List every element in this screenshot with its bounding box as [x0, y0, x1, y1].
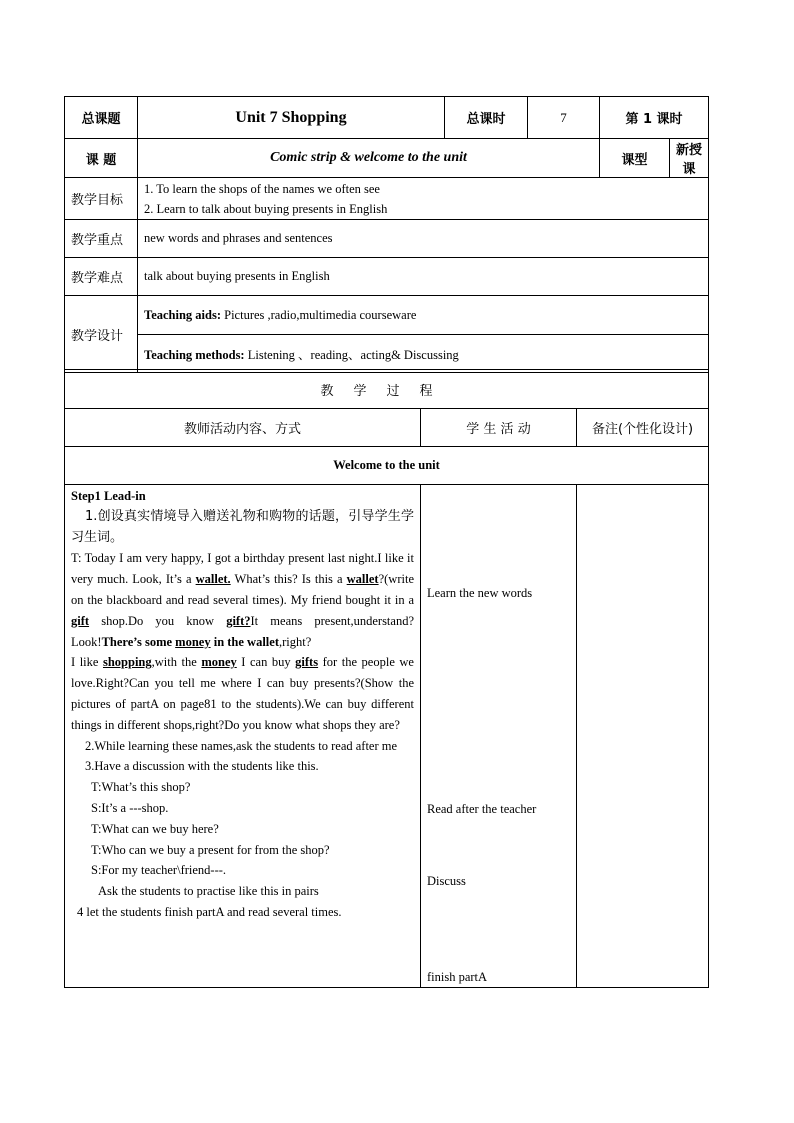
dialogue-line: Ask the students to practise like this in pairs — [98, 884, 319, 899]
step-paragraph-1: 1.创设真实情境导入赠送礼物和购物的话题，引导学生学习生词。 — [71, 508, 414, 545]
teaching-aids-value: Pictures ,radio,multimedia courseware — [221, 307, 417, 322]
vocab-word: shopping — [102, 655, 152, 670]
lesson-type-label: 课型 — [600, 139, 670, 178]
vocab-word: money — [175, 634, 211, 649]
vocab-word: gift? — [226, 613, 251, 628]
step-dialogue-intro: T: Today I am very happy, I got a birthday present last night.I like it very much. Look, It’s a wallet. What’s this? Is this a wallet?(write on the blackboard and read several times). My friend bought it in a gift shop.Do you know gift?It means present,understand?Look!There’s some money in the wallet,right? — [71, 551, 414, 649]
student-column-header: 学 生 活 动 — [421, 409, 577, 447]
vocab-word: gift — [71, 613, 90, 628]
student-note: Discuss — [427, 874, 466, 888]
dialogue-line: S:For my teacher\friend---. — [91, 863, 227, 878]
total-hours-value: 7 — [528, 97, 600, 139]
total-topic-label: 总课题 — [65, 97, 138, 139]
difficulties-value: talk about buying presents in English — [138, 258, 709, 296]
lesson-header-table — [64, 96, 709, 373]
objective-item: 2. Learn to talk about buying presents in English — [144, 201, 388, 216]
vocab-word: gifts — [295, 655, 319, 670]
teaching-aids — [138, 296, 709, 335]
notes-cell — [577, 485, 709, 988]
dialogue-line: T:Who can we buy a present for from the shop? — [91, 842, 330, 857]
vocab-word: wallet. — [195, 572, 231, 587]
student-note: finish partA — [427, 970, 488, 984]
design-label: 教学设计 — [65, 296, 138, 373]
step-dialogue-shopping: I like shopping,with the money I can buy gifts for the people we love.Right?Can you tell me where I can buy presents?(Show the pictures of partA on page81 to the students).We can buy different things in different shops,right?Do you know what shops they are? — [71, 655, 414, 732]
teacher-column-header: 教师活动内容、方式 — [65, 409, 421, 447]
step-paragraph-3: 3.Have a discussion with the students like this. — [85, 759, 319, 774]
lesson-type-value: 新授课 — [670, 139, 709, 178]
step-title: Step1 Lead-in — [71, 489, 146, 503]
lesson-number: 第 1 课时 — [600, 97, 709, 139]
difficulties-label: 教学难点 — [65, 258, 138, 296]
student-activity-cell — [421, 485, 577, 988]
dialogue-line: S:It’s a ---shop. — [91, 800, 169, 815]
teaching-methods — [138, 335, 709, 373]
student-note: Read after the teacher — [427, 802, 537, 816]
topic-label: 课 题 — [65, 139, 138, 178]
objective-item: 1. To learn the shops of the names we often see — [144, 181, 380, 196]
vocab-word: money — [201, 655, 237, 670]
teaching-methods-label: Teaching methods: — [144, 347, 245, 362]
objectives-list — [138, 178, 709, 220]
objectives-label: 教学目标 — [65, 178, 138, 220]
teacher-activity-cell — [65, 485, 421, 988]
process-table — [64, 369, 709, 988]
key-points-value: new words and phrases and sentences — [138, 220, 709, 258]
key-points-label: 教学重点 — [65, 220, 138, 258]
notes-column-header: 备注(个性化设计) — [577, 409, 709, 447]
topic-value: Comic strip & welcome to the unit — [138, 139, 600, 178]
total-hours-label: 总课时 — [445, 97, 528, 139]
teaching-methods-value: Listening 、reading、acting& Discussing — [244, 347, 459, 362]
process-heading: 教学过程 — [65, 370, 709, 409]
step-paragraph-2: 2.While learning these names,ask the students to read after me — [85, 738, 398, 753]
teaching-aids-label: Teaching aids: — [144, 307, 221, 322]
section-title: Welcome to the unit — [65, 447, 709, 485]
step-paragraph-4: 4 let the students finish partA and read several times. — [77, 904, 342, 919]
dialogue-line: T:What’s this shop? — [91, 780, 191, 795]
dialogue-line: T:What can we buy here? — [91, 821, 219, 836]
student-note: Learn the new words — [427, 586, 533, 600]
vocab-word: wallet — [346, 572, 379, 587]
unit-title: Unit 7 Shopping — [138, 97, 445, 139]
